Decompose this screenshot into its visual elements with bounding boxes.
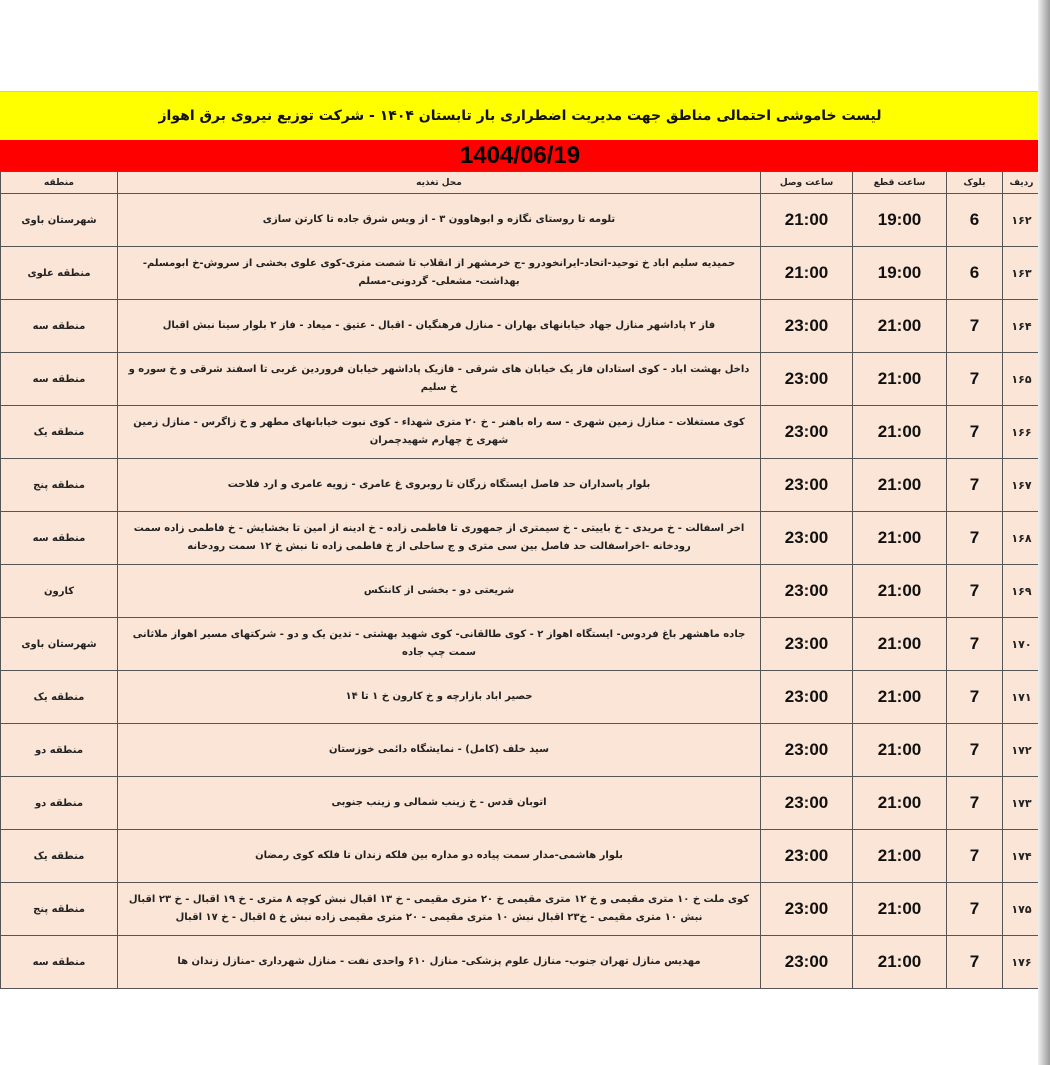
cell-block: 6 <box>947 194 1003 247</box>
table-row <box>1 247 1041 300</box>
table-row <box>1 459 1041 512</box>
cell-cut-time: 21:00 <box>853 353 947 406</box>
cell-block: 7 <box>947 300 1003 353</box>
cell-radif: ۱۷۰ <box>1003 618 1041 671</box>
cell-cut-time: 21:00 <box>853 724 947 777</box>
cell-region: منطقه دو <box>1 777 118 830</box>
table-row <box>1 512 1041 565</box>
cell-feed-location: مهدیس منازل تهران جنوب- منازل علوم پزشکی- منازل ۶۱۰ واحدی نفت - منازل شهرداری -منازل زندان ها <box>118 936 761 989</box>
cell-radif: ۱۷۱ <box>1003 671 1041 724</box>
cell-block: 7 <box>947 406 1003 459</box>
cell-connect-time: 23:00 <box>761 883 853 936</box>
cell-feed-location: بلوار پاسداران حد فاصل ایستگاه زرگان تا روبروی غ عامری - زویه عامری و ارد فلاحت <box>118 459 761 512</box>
cell-feed-location: کوی ملت خ ۱۰ متری مقیمی و خ ۱۲ متری مقیمی خ ۲۰ متری مقیمی - خ ۱۳ اقبال نبش کوچه ۸ متری - خ ۱۹ اقبال - خ ۲۳ اقبال نبش ۱۰ متری مقیمی - خ۲۳ اقبال نبش ۱۰ متری مقیمی - ۲۰ متری مقیمی زاده نبش خ ۵ اقبال - خ ۱۷ اقبال <box>118 883 761 936</box>
table-row <box>1 777 1041 830</box>
cell-connect-time: 23:00 <box>761 459 853 512</box>
cell-radif: ۱۶۴ <box>1003 300 1041 353</box>
cell-block: 7 <box>947 777 1003 830</box>
cell-cut-time: 21:00 <box>853 512 947 565</box>
table-row <box>1 618 1041 671</box>
cell-region: کارون <box>1 565 118 618</box>
cell-feed-location: تلومه تا روستای نگازه و ابوهاوون ۳ - از ویس شرق جاده تا کارتن سازی <box>118 194 761 247</box>
cell-region: منطقه یک <box>1 671 118 724</box>
cell-feed-location: فاز ۲ پاداشهر منازل جهاد خیابانهای بهاران - منازل فرهنگیان - اقبال - عتیق - میعاد - فاز ۲ بلوار سینا نبش اقبال <box>118 300 761 353</box>
cell-feed-location: اتوبان قدس - خ زینب شمالی و زینب جنوبی <box>118 777 761 830</box>
cell-cut-time: 21:00 <box>853 300 947 353</box>
header-block: بلوک <box>947 172 1003 194</box>
cell-block: 7 <box>947 618 1003 671</box>
cell-radif: ۱۶۲ <box>1003 194 1041 247</box>
header-radif: ردیف <box>1003 172 1041 194</box>
table-row <box>1 724 1041 777</box>
cell-cut-time: 21:00 <box>853 777 947 830</box>
cell-region: منطقه سه <box>1 353 118 406</box>
cell-block: 7 <box>947 459 1003 512</box>
cell-radif: ۱۷۲ <box>1003 724 1041 777</box>
cell-cut-time: 21:00 <box>853 406 947 459</box>
cell-radif: ۱۷۴ <box>1003 830 1041 883</box>
cell-feed-location: داخل بهشت اباد - کوی استادان فاز یک خیابان های شرقی - فازیک پاداشهر خیابان فروردین غربی تا اسفند شرقی و خ سوره و خ سلیم <box>118 353 761 406</box>
header-cut-time: ساعت قطع <box>853 172 947 194</box>
cell-region: منطقه علوی <box>1 247 118 300</box>
cell-connect-time: 23:00 <box>761 353 853 406</box>
cell-region: منطقه پنج <box>1 459 118 512</box>
cell-region: منطقه دو <box>1 724 118 777</box>
cell-connect-time: 23:00 <box>761 671 853 724</box>
cell-radif: ۱۶۶ <box>1003 406 1041 459</box>
cell-radif: ۱۶۷ <box>1003 459 1041 512</box>
cell-connect-time: 23:00 <box>761 936 853 989</box>
cell-connect-time: 21:00 <box>761 247 853 300</box>
table-row <box>1 883 1041 936</box>
cell-cut-time: 21:00 <box>853 618 947 671</box>
cell-feed-location: سید خلف (کامل) - نمایشگاه دائمی خوزستان <box>118 724 761 777</box>
table-row <box>1 406 1041 459</box>
cell-cut-time: 21:00 <box>853 830 947 883</box>
cell-connect-time: 23:00 <box>761 724 853 777</box>
table-row <box>1 830 1041 883</box>
cell-block: 7 <box>947 512 1003 565</box>
cell-cut-time: 21:00 <box>853 936 947 989</box>
cell-region: منطقه سه <box>1 512 118 565</box>
cell-region: منطقه یک <box>1 830 118 883</box>
header-connect-time: ساعت وصل <box>761 172 853 194</box>
cell-block: 7 <box>947 671 1003 724</box>
cell-connect-time: 23:00 <box>761 512 853 565</box>
cell-radif: ۱۶۹ <box>1003 565 1041 618</box>
cell-feed-location: شریعتی دو - بخشی از کانتکس <box>118 565 761 618</box>
cell-region: منطقه پنج <box>1 883 118 936</box>
cell-block: 7 <box>947 883 1003 936</box>
cell-connect-time: 23:00 <box>761 777 853 830</box>
cell-radif: ۱۷۵ <box>1003 883 1041 936</box>
cell-cut-time: 21:00 <box>853 565 947 618</box>
cell-cut-time: 21:00 <box>853 459 947 512</box>
cell-connect-time: 21:00 <box>761 194 853 247</box>
cell-region: منطقه سه <box>1 936 118 989</box>
cell-cut-time: 21:00 <box>853 671 947 724</box>
table-row <box>1 565 1041 618</box>
cell-region: منطقه سه <box>1 300 118 353</box>
cell-feed-location: بلوار هاشمی-مدار سمت پیاده دو مداره بین فلکه زندان تا فلکه کوی رمضان <box>118 830 761 883</box>
cell-feed-location: اخر اسفالت - خ مریدی - خ باییتی - خ سیمتری از جمهوری تا فاطمی زاده - خ ادینه از امین تا بخشایش - خ فاطمی زاده سمت رودخانه -اخراسفالت حد فاصل بین سی متری و ج ساحلی از خ فاطمی زاده تا نبش خ ۱۲ سمت رودخانه <box>118 512 761 565</box>
table-row <box>1 671 1041 724</box>
cell-block: 7 <box>947 353 1003 406</box>
cell-cut-time: 19:00 <box>853 247 947 300</box>
cell-feed-location: جاده ماهشهر باغ فردوس- ایستگاه اهواز ۲ - کوی طالقانی- کوی شهید بهشتی - تدین یک و دو - شرکتهای مسیر اهواز ملاثانی سمت چپ جاده <box>118 618 761 671</box>
cell-region: منطقه یک <box>1 406 118 459</box>
cell-cut-time: 19:00 <box>853 194 947 247</box>
outage-table <box>0 171 1041 989</box>
cell-radif: ۱۷۳ <box>1003 777 1041 830</box>
cell-radif: ۱۶۸ <box>1003 512 1041 565</box>
cell-connect-time: 23:00 <box>761 300 853 353</box>
cell-feed-location: حصیر اباد بازارچه و خ کارون خ ۱ تا ۱۴ <box>118 671 761 724</box>
header-feed-location: محل تغذیه <box>118 172 761 194</box>
page-edge-shadow <box>1038 0 1050 1065</box>
cell-radif: ۱۷۶ <box>1003 936 1041 989</box>
cell-feed-location: کوی مستغلات - منازل زمین شهری - سه راه باهنر - خ ۲۰ متری شهداء - کوی نبوت خیابانهای مطهر و خ زاگرس - منازل زمین شهری خ چهارم شهیدچمران <box>118 406 761 459</box>
document-date: 1404/06/19 <box>0 140 1040 171</box>
cell-block: 7 <box>947 830 1003 883</box>
cell-region: شهرستان باوی <box>1 194 118 247</box>
cell-region: شهرستان باوی <box>1 618 118 671</box>
table-row <box>1 194 1041 247</box>
cell-connect-time: 23:00 <box>761 406 853 459</box>
cell-radif: ۱۶۵ <box>1003 353 1041 406</box>
cell-cut-time: 21:00 <box>853 883 947 936</box>
cell-block: 7 <box>947 724 1003 777</box>
cell-radif: ۱۶۳ <box>1003 247 1041 300</box>
cell-connect-time: 23:00 <box>761 830 853 883</box>
table-row <box>1 300 1041 353</box>
cell-block: 7 <box>947 565 1003 618</box>
table-row <box>1 353 1041 406</box>
cell-connect-time: 23:00 <box>761 618 853 671</box>
table-row <box>1 936 1041 989</box>
cell-feed-location: حمیدیه سلیم اباد خ توحید-اتحاد-ایرانخودرو -ج خرمشهر از انقلاب تا شصت متری-کوی علوی بخشی از سروش-خ ابومسلم- بهداشت- مشعلی- گردونی-مسلم <box>118 247 761 300</box>
cell-block: 7 <box>947 936 1003 989</box>
cell-block: 6 <box>947 247 1003 300</box>
cell-connect-time: 23:00 <box>761 565 853 618</box>
document-title: لیست خاموشی احتمالی مناطق جهت مدیریت اضطراری بار تابستان ۱۴۰۴ - شرکت توزیع نیروی برق اهواز <box>0 91 1040 141</box>
header-region: منطقه <box>1 172 118 194</box>
table-header-row <box>1 172 1041 194</box>
